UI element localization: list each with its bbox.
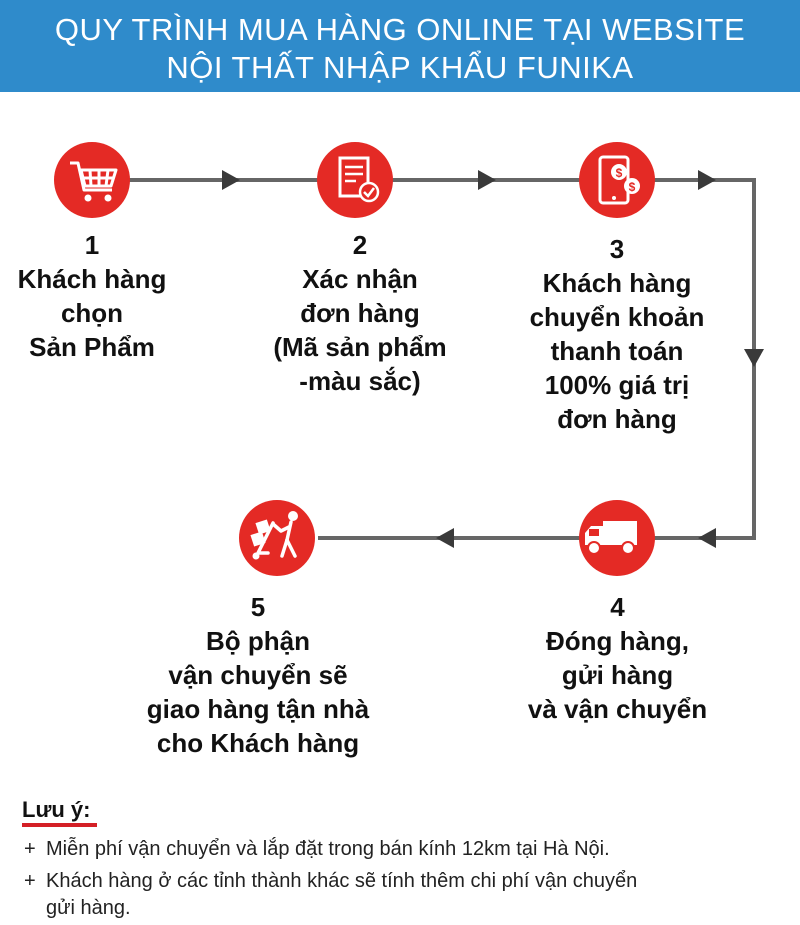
step-description: Bộ phận vận chuyển sẽ giao hàng tận nhà cho Khách hàng [146,626,370,758]
arrow-left [698,528,716,548]
step-1 [2,228,182,364]
step-description: Khách hàng chọn Sản Phẩm [17,264,167,362]
step-description: Khách hàng chuyển khoản thanh toán 100% giá trị đơn hàng [529,268,705,434]
mobile-payment-icon [579,142,655,218]
arrow-right [698,170,716,190]
arrow-right [222,170,240,190]
hand-truck-icon [239,500,315,576]
note-text: Miễn phí vận chuyển và lắp đặt trong bán kính 12km tại Hà Nội. [46,838,610,860]
step-number: 1 [84,230,100,260]
step-description: Đóng hàng, gửi hàng và vận chuyển [527,626,708,724]
title-line-2: NỘI THẤT NHẬP KHẨU FUNIKA [166,50,634,85]
step-description: Xác nhận đơn hàng (Mã sản phẩm -màu sắc) [273,264,447,396]
note-text-continued: gửi hàng. [46,897,131,919]
arrow-left [436,528,454,548]
order-confirm-icon [317,142,393,218]
svg-text:$: $ [615,166,623,180]
svg-text:$: $ [628,180,636,194]
note-item-2 [24,868,637,922]
step-2 [245,228,475,398]
step-3 [502,232,732,436]
note-text: Khách hàng ở các tỉnh thành khác sẽ tính thêm chi phí vận chuyển [46,870,638,892]
delivery-truck-icon [579,500,655,576]
step-number: 2 [352,230,368,260]
shopping-cart-icon [54,142,130,218]
arrow-right [478,170,496,190]
bullet-plus: + [24,870,36,892]
notes-title-underline [22,823,97,827]
bullet-plus: + [24,838,36,860]
arrow-down [744,349,764,367]
step-4 [500,590,735,726]
step-number: 5 [250,592,266,622]
step-number: 3 [609,234,625,264]
title-line-1: QUY TRÌNH MUA HÀNG ONLINE TẠI WEBSITE [54,12,746,47]
step-number: 4 [610,592,625,622]
notes-title: Lưu ý: [22,797,91,822]
note-item-1 [24,836,610,863]
step-5 [118,590,398,760]
